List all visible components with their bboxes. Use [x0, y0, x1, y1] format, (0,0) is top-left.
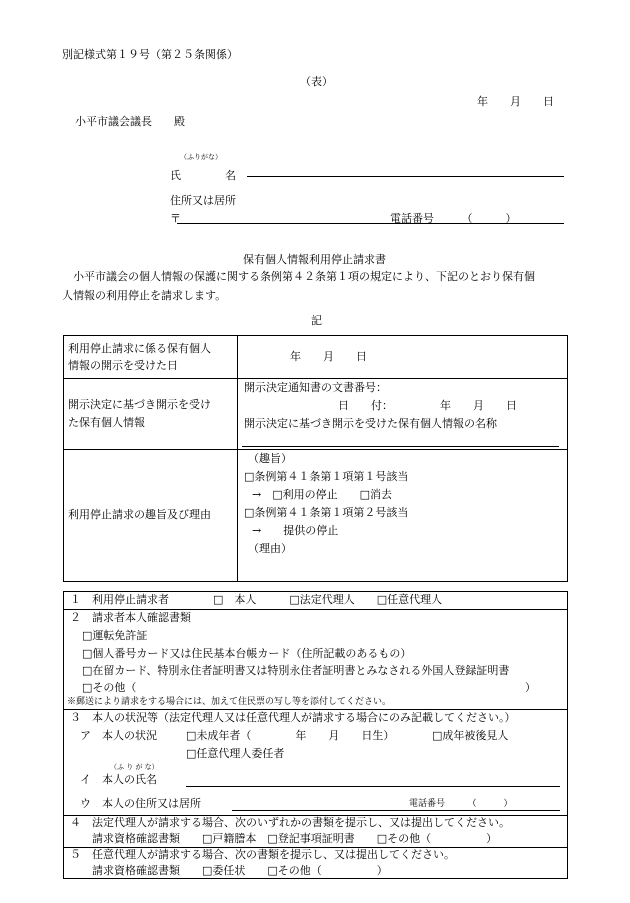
principal-address-label: ウ 本人の住所又は居所 [80, 797, 201, 810]
ki-label: 記 [311, 314, 322, 327]
postal-mark: 〒 [170, 212, 181, 225]
disclosed-date-label-line2: 情報の開示を受けた日 [68, 359, 178, 372]
id-docs-heading: ２ 請求者本人確認書類 [70, 611, 191, 624]
legal-rep-docs-heading: ４ 法定代理人が請求する場合、次のいずれかの書類を提示し、又は提出してください。 [70, 816, 510, 829]
table1-row-divider [64, 449, 567, 450]
disclosed-date-field[interactable]: 年 月 日 [290, 350, 367, 363]
requester-type-checkboxes[interactable]: １ 利用停止請求者 □ 本人 □法定代理人 □任意代理人 [70, 593, 443, 606]
form-number: 別記様式第１９号（第２５条関係） [62, 48, 238, 61]
disclosed-info-name-line[interactable] [242, 446, 559, 447]
stop-provision-option: → 提供の停止 [252, 524, 339, 537]
principal-name-label: イ 本人の氏名 [80, 773, 157, 786]
requester-confirmation-table [63, 591, 568, 879]
other-id-checkbox[interactable]: □その他（ [82, 681, 137, 694]
proxy-docs-heading: ５ 任意代理人が請求する場合、次の書類を提示し、又は提出してください。 [70, 848, 455, 861]
address-label: 住所又は居所 [170, 194, 236, 207]
document-title: 保有個人情報利用停止請求書 [243, 253, 386, 266]
article41-item1-checkbox[interactable]: □条例第４１条第１項第１号該当 [244, 470, 409, 483]
principal-furigana-label: （ふ り が な） [110, 763, 159, 771]
mynumber-card-checkbox[interactable]: □個人番号カード又は住民基本台帳カード（住所記載のあるもの） [82, 647, 412, 660]
minor-checkbox[interactable]: □未成年者（ 年 月 日生） [186, 729, 395, 742]
purpose-heading: （趣旨） [248, 452, 292, 465]
principal-status-heading: ３ 本人の状況等（法定代理人又は任意代理人が請求する場合にのみ記載してください。） [70, 711, 516, 724]
principal-name-line[interactable] [186, 786, 560, 787]
request-details-table [63, 335, 568, 582]
drivers-license-checkbox[interactable]: □運転免許証 [82, 629, 148, 642]
name-furigana-label: （ふりがな） [180, 153, 222, 161]
form-side-label: （表） [300, 75, 333, 88]
date-field[interactable]: 年 月 日 [477, 95, 554, 108]
article41-item2-checkbox[interactable]: □条例第４１条第１項第２号該当 [244, 506, 409, 519]
table1-column-divider [237, 336, 238, 581]
phone-label: 電話番号 （ ） [390, 212, 517, 225]
intro-line-1: 小平市議会の個人情報の保護に関する条例第４２条第１項の規定により、下記のとおり保有個 [73, 270, 535, 283]
proxy-principal-checkbox[interactable]: □任意代理人委任者 [186, 747, 285, 760]
purpose-reason-label: 利用停止請求の趣旨及び理由 [68, 508, 211, 521]
notice-doc-number-field[interactable]: 開示決定通知書の文書番号： [244, 381, 387, 394]
addressee: 小平市議会議長 殿 [75, 115, 185, 128]
legal-rep-docs-checkboxes[interactable]: 請求資格確認書類 □戸籍謄本 □登記事項証明書 □その他（ ） [92, 832, 498, 845]
residence-card-checkbox[interactable]: □在留カード、特別永住者証明書又は特別永住者証明書とみなされる外国人登録証明書 [82, 664, 510, 677]
notice-date-label: 日 付： [338, 399, 393, 412]
notice-date-field[interactable]: 年 月 日 [440, 399, 517, 412]
other-id-close-paren: ） [525, 681, 536, 694]
proxy-docs-checkboxes[interactable]: 請求資格確認書類 □委任状 □その他（ ） [92, 864, 388, 877]
item1-options-checkbox[interactable]: → □利用の停止 □消去 [252, 488, 393, 501]
reason-heading: （理由） [248, 542, 292, 555]
intro-line-2: 人情報の利用停止を請求します。 [62, 289, 227, 302]
name-input-line[interactable] [247, 176, 564, 177]
disclosed-info-label-line2: た保有個人情報 [68, 416, 145, 429]
mail-request-note: ※郵送により請求をする場合には、加えて住民票の写し等を添付してください。 [67, 697, 392, 707]
name-label: 氏 名 [170, 169, 236, 182]
adult-ward-checkbox[interactable]: □成年被後見人 [432, 729, 509, 742]
disclosed-info-label-line1: 開示決定に基づき開示を受け [68, 398, 211, 411]
principal-situation-label: ア 本人の状況 [80, 729, 157, 742]
principal-phone-label: 電話番号 （ ） [409, 799, 513, 809]
disclosed-info-name-label: 開示決定に基づき開示を受けた保有個人情報の名称 [244, 417, 497, 430]
disclosed-date-label-line1: 利用停止請求に係る保有個人 [68, 342, 211, 355]
